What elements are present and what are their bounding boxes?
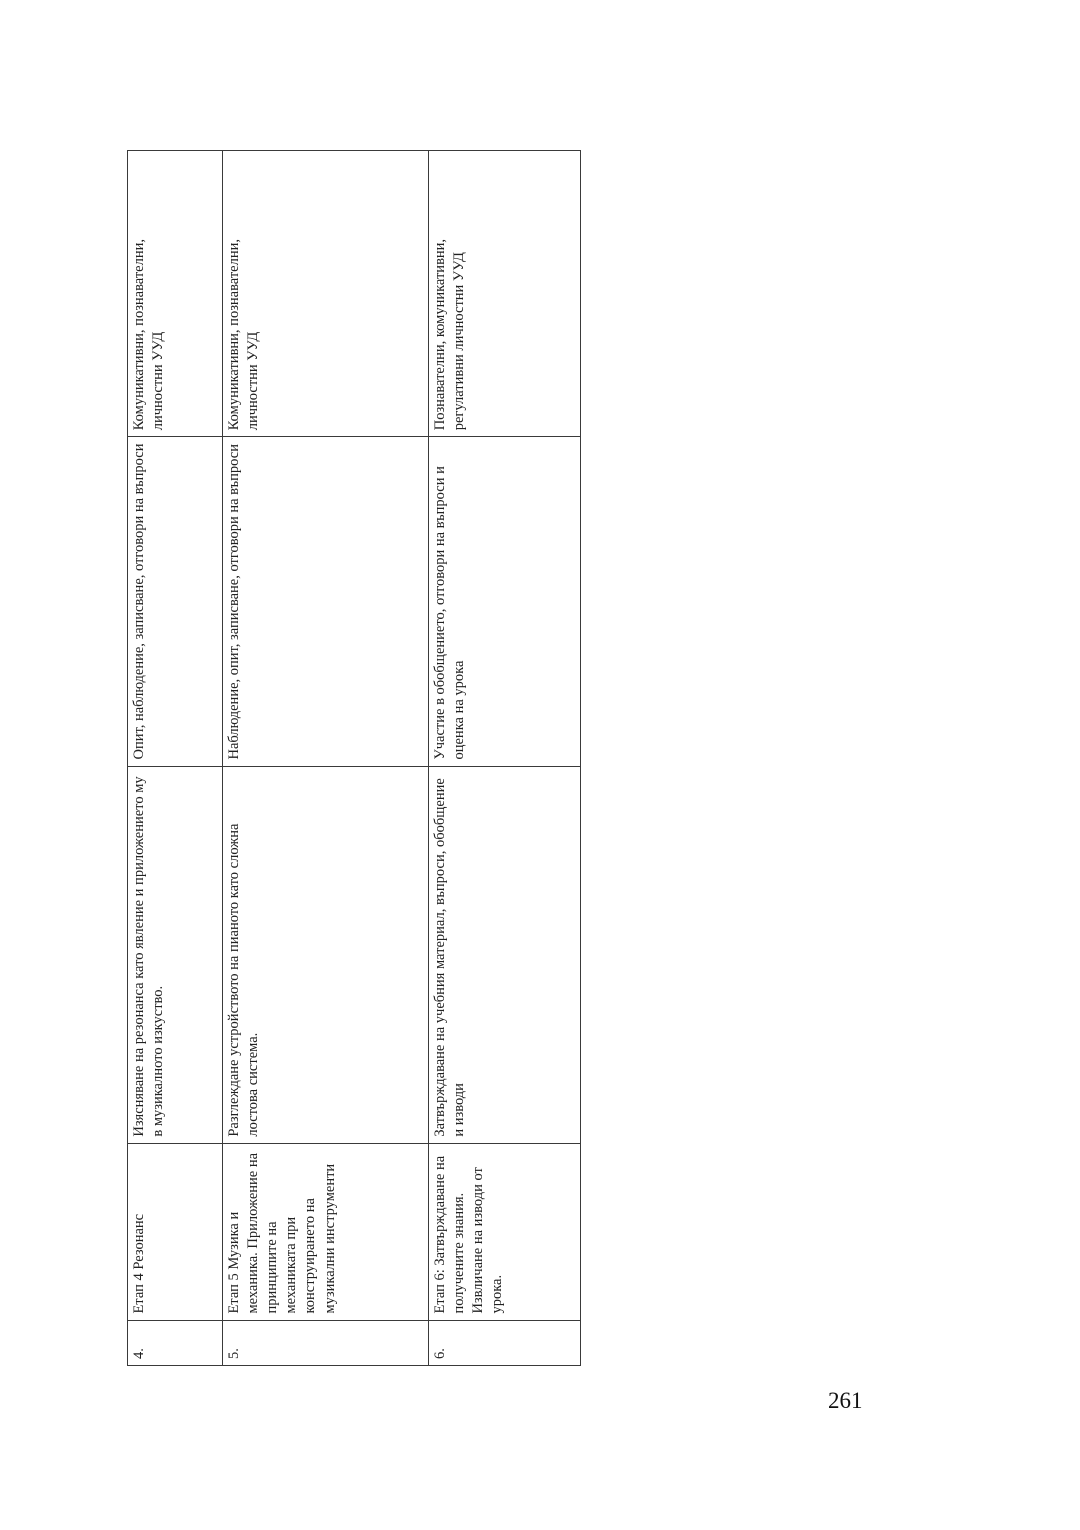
- table-row: [128, 151, 223, 1366]
- uud-cell: [128, 151, 223, 437]
- content-cell: Разглеждане устройството на пианото като сложна лостова система.: [222, 766, 428, 1143]
- uud-text: Комуникативни, познавателни, личностни УУД: [225, 239, 261, 431]
- activity-cell: Участие в обобщението, отговори на въпроси и оценка на урока: [428, 437, 580, 766]
- uud-cell: [222, 151, 428, 437]
- row-number: 6.: [428, 1320, 580, 1365]
- page-number: 261: [828, 1388, 863, 1413]
- row-number: 5.: [222, 1320, 428, 1365]
- activity-cell: Наблюдение, опит, записване, отговори на въпроси: [222, 437, 428, 766]
- uud-text: Познавателни, комуникативни, регулативни личностни УУД: [431, 238, 468, 431]
- content-cell: Затвърждаване на учебния материал, въпроси, обобщение и изводи: [428, 766, 580, 1143]
- stage-cell: Етап 4 Резонанс: [128, 1143, 223, 1320]
- uud-cell: [428, 151, 580, 437]
- stage-cell: Етап 5 Музика и механика. Приложение на принципите на механиката при конструирането на музикални инструменти: [222, 1143, 428, 1320]
- table-row: [428, 151, 580, 1366]
- stage-cell: Етап 6: Затвърждаване на получените знания. Извличане на изводи от урока.: [428, 1143, 580, 1320]
- lesson-stages-table: [127, 150, 581, 1366]
- uud-text: Комуникативни, познавателни, личностни УУД: [131, 239, 167, 431]
- content-cell: Изясняване на резонанса като явление и приложението му в музикалното изкуство.: [128, 766, 223, 1143]
- activity-cell: Опит, наблюдение, записване, отговори на въпроси: [128, 437, 223, 766]
- table-row: [222, 151, 428, 1366]
- rotated-table-frame: [127, 150, 581, 1366]
- row-number: 4.: [128, 1320, 223, 1365]
